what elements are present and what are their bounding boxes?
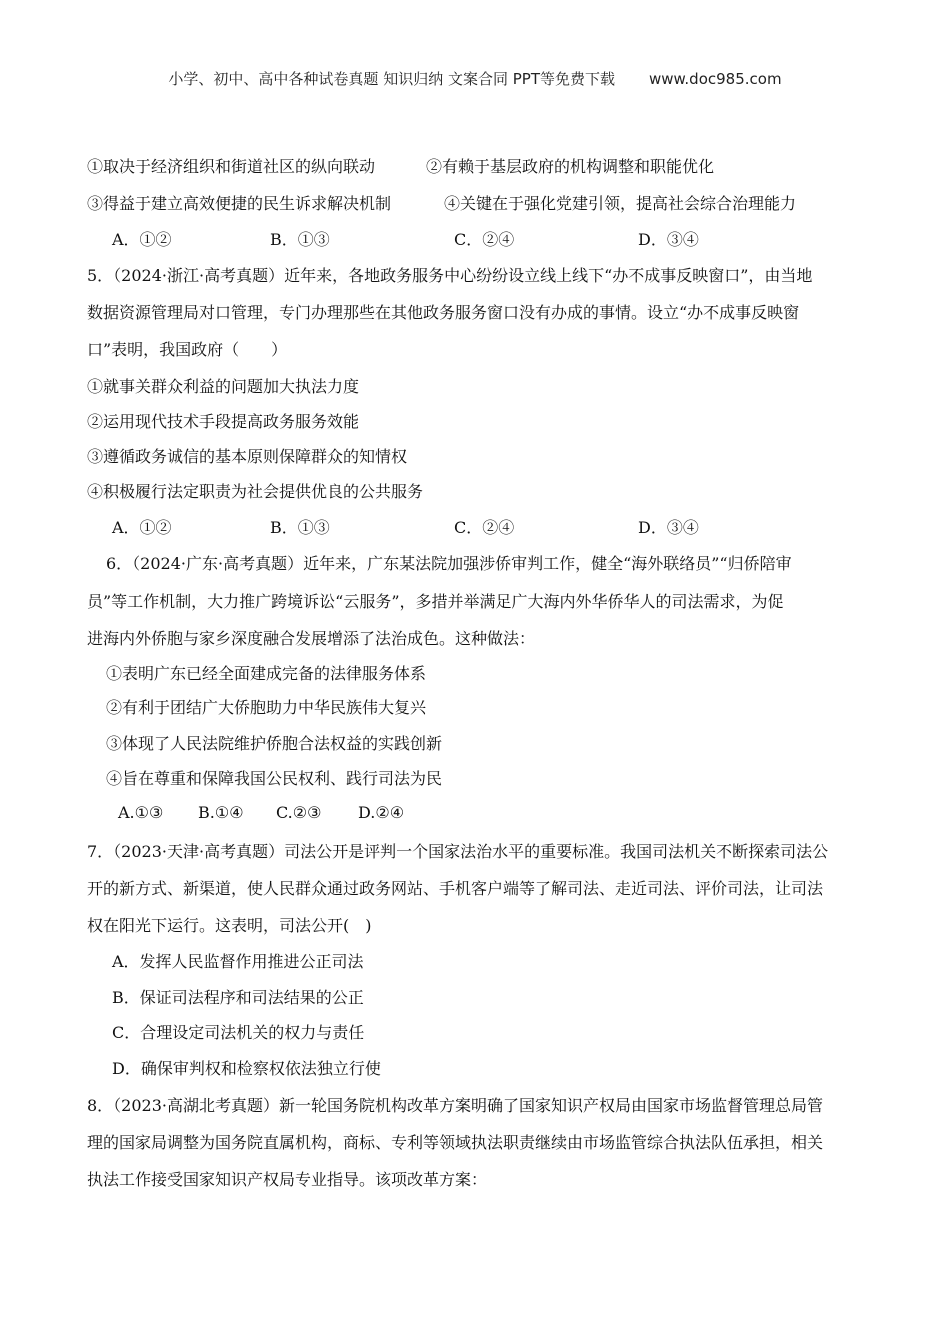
- q6-statement-2: ②有利于团结广大侨胞助力中华民族伟大复兴: [106, 698, 427, 717]
- q5-stem-line-3: 口”表明，我国政府（ ）: [87, 340, 288, 359]
- q5-option-c[interactable]: C．②④: [454, 518, 515, 537]
- q7-option-c[interactable]: C．合理设定司法机关的权力与责任: [112, 1023, 365, 1042]
- header-url[interactable]: www.doc985.com: [648, 70, 782, 88]
- q5-stem-line-2: 数据资源管理局对口管理，专门办理那些在其他政务服务窗口没有办成的事情。设立“办不成事反映窗: [87, 303, 800, 322]
- q7-stem-line-3: 权在阳光下运行。这表明，司法公开( ): [87, 916, 372, 935]
- q6-stem-line-1: 6．（2024·广东·高考真题）近年来，广东某法院加强涉侨审判工作，健全“海外联络员”“归侨陪审: [106, 554, 792, 573]
- page-header: [0, 68, 950, 89]
- q4-option-c[interactable]: C．②④: [454, 230, 515, 249]
- q7-option-a[interactable]: A．发挥人民监督作用推进公正司法: [112, 952, 364, 971]
- q7-stem-line-2: 开的新方式、新渠道，使人民群众通过政务网站、手机客户端等了解司法、走近司法、评价司法，让司法: [87, 879, 824, 898]
- q5-statement-3: ③遵循政务诚信的基本原则保障群众的知情权: [87, 447, 408, 466]
- q7-stem-line-1: 7．（2023·天津·高考真题）司法公开是评判一个国家法治水平的重要标准。我国司法机关不断探索司法公: [87, 842, 829, 861]
- q5-statement-1: ①就事关群众利益的问题加大执法力度: [87, 377, 360, 396]
- q5-option-d[interactable]: D．③④: [638, 518, 699, 537]
- q6-option-a[interactable]: A.①③: [118, 803, 164, 822]
- q6-statement-4: ④旨在尊重和保障我国公民权利、践行司法为民: [106, 769, 443, 788]
- q4-option-b[interactable]: B．①③: [270, 230, 330, 249]
- q5-statement-2: ②运用现代技术手段提高政务服务效能: [87, 412, 360, 431]
- q6-statement-3: ③体现了人民法院维护侨胞合法权益的实践创新: [106, 734, 443, 753]
- q4-option-a[interactable]: A．①②: [112, 230, 172, 249]
- header-text: 小学、初中、高中各种试卷真题 知识归纳 文案合同 PPT等免费下载: [168, 70, 615, 88]
- q5-option-b[interactable]: B．①③: [270, 518, 330, 537]
- q4-statement-3: ③得益于建立高效便捷的民生诉求解决机制: [87, 194, 392, 213]
- q8-stem-line-2: 理的国家局调整为国务院直属机构，商标、专利等领域执法职责继续由市场监管综合执法队伍承担，相关: [87, 1133, 824, 1152]
- q7-option-d[interactable]: D．确保审判权和检察权依法独立行使: [112, 1059, 381, 1078]
- q7-option-b[interactable]: B．保证司法程序和司法结果的公正: [112, 988, 364, 1007]
- q4-option-d[interactable]: D．③④: [638, 230, 699, 249]
- q6-option-b[interactable]: B.①④: [198, 803, 244, 822]
- q4-statement-4: ④关键在于强化党建引领，提高社会综合治理能力: [444, 194, 797, 213]
- q5-option-a[interactable]: A．①②: [112, 518, 172, 537]
- q5-statement-4: ④积极履行法定职责为社会提供优良的公共服务: [87, 482, 424, 501]
- q4-statement-2: ②有赖于基层政府的机构调整和职能优化: [426, 157, 715, 176]
- q6-statement-1: ①表明广东已经全面建成完备的法律服务体系: [106, 664, 427, 683]
- q6-option-d[interactable]: D.②④: [358, 803, 405, 822]
- q6-option-c[interactable]: C.②③: [276, 803, 322, 822]
- q4-statement-1: ①取决于经济组织和街道社区的纵向联动: [87, 157, 376, 176]
- q8-stem-line-1: 8．（2023·高湖北考真题）新一轮国务院机构改革方案明确了国家知识产权局由国家市场监督管理总局管: [87, 1096, 823, 1115]
- q6-stem-line-3: 进海内外侨胞与家乡深度融合发展增添了法治成色。这种做法：: [87, 629, 536, 648]
- q8-stem-line-3: 执法工作接受国家知识产权局专业指导。该项改革方案：: [87, 1170, 488, 1189]
- q6-stem-line-2: 员”等工作机制，大力推广跨境诉讼“云服务”，多措并举满足广大海内外华侨华人的司法需求，为促: [87, 592, 784, 611]
- q5-stem-line-1: 5．（2024·浙江·高考真题）近年来，各地政务服务中心纷纷设立线上线下“办不成事反映窗口”，由当地: [87, 266, 813, 285]
